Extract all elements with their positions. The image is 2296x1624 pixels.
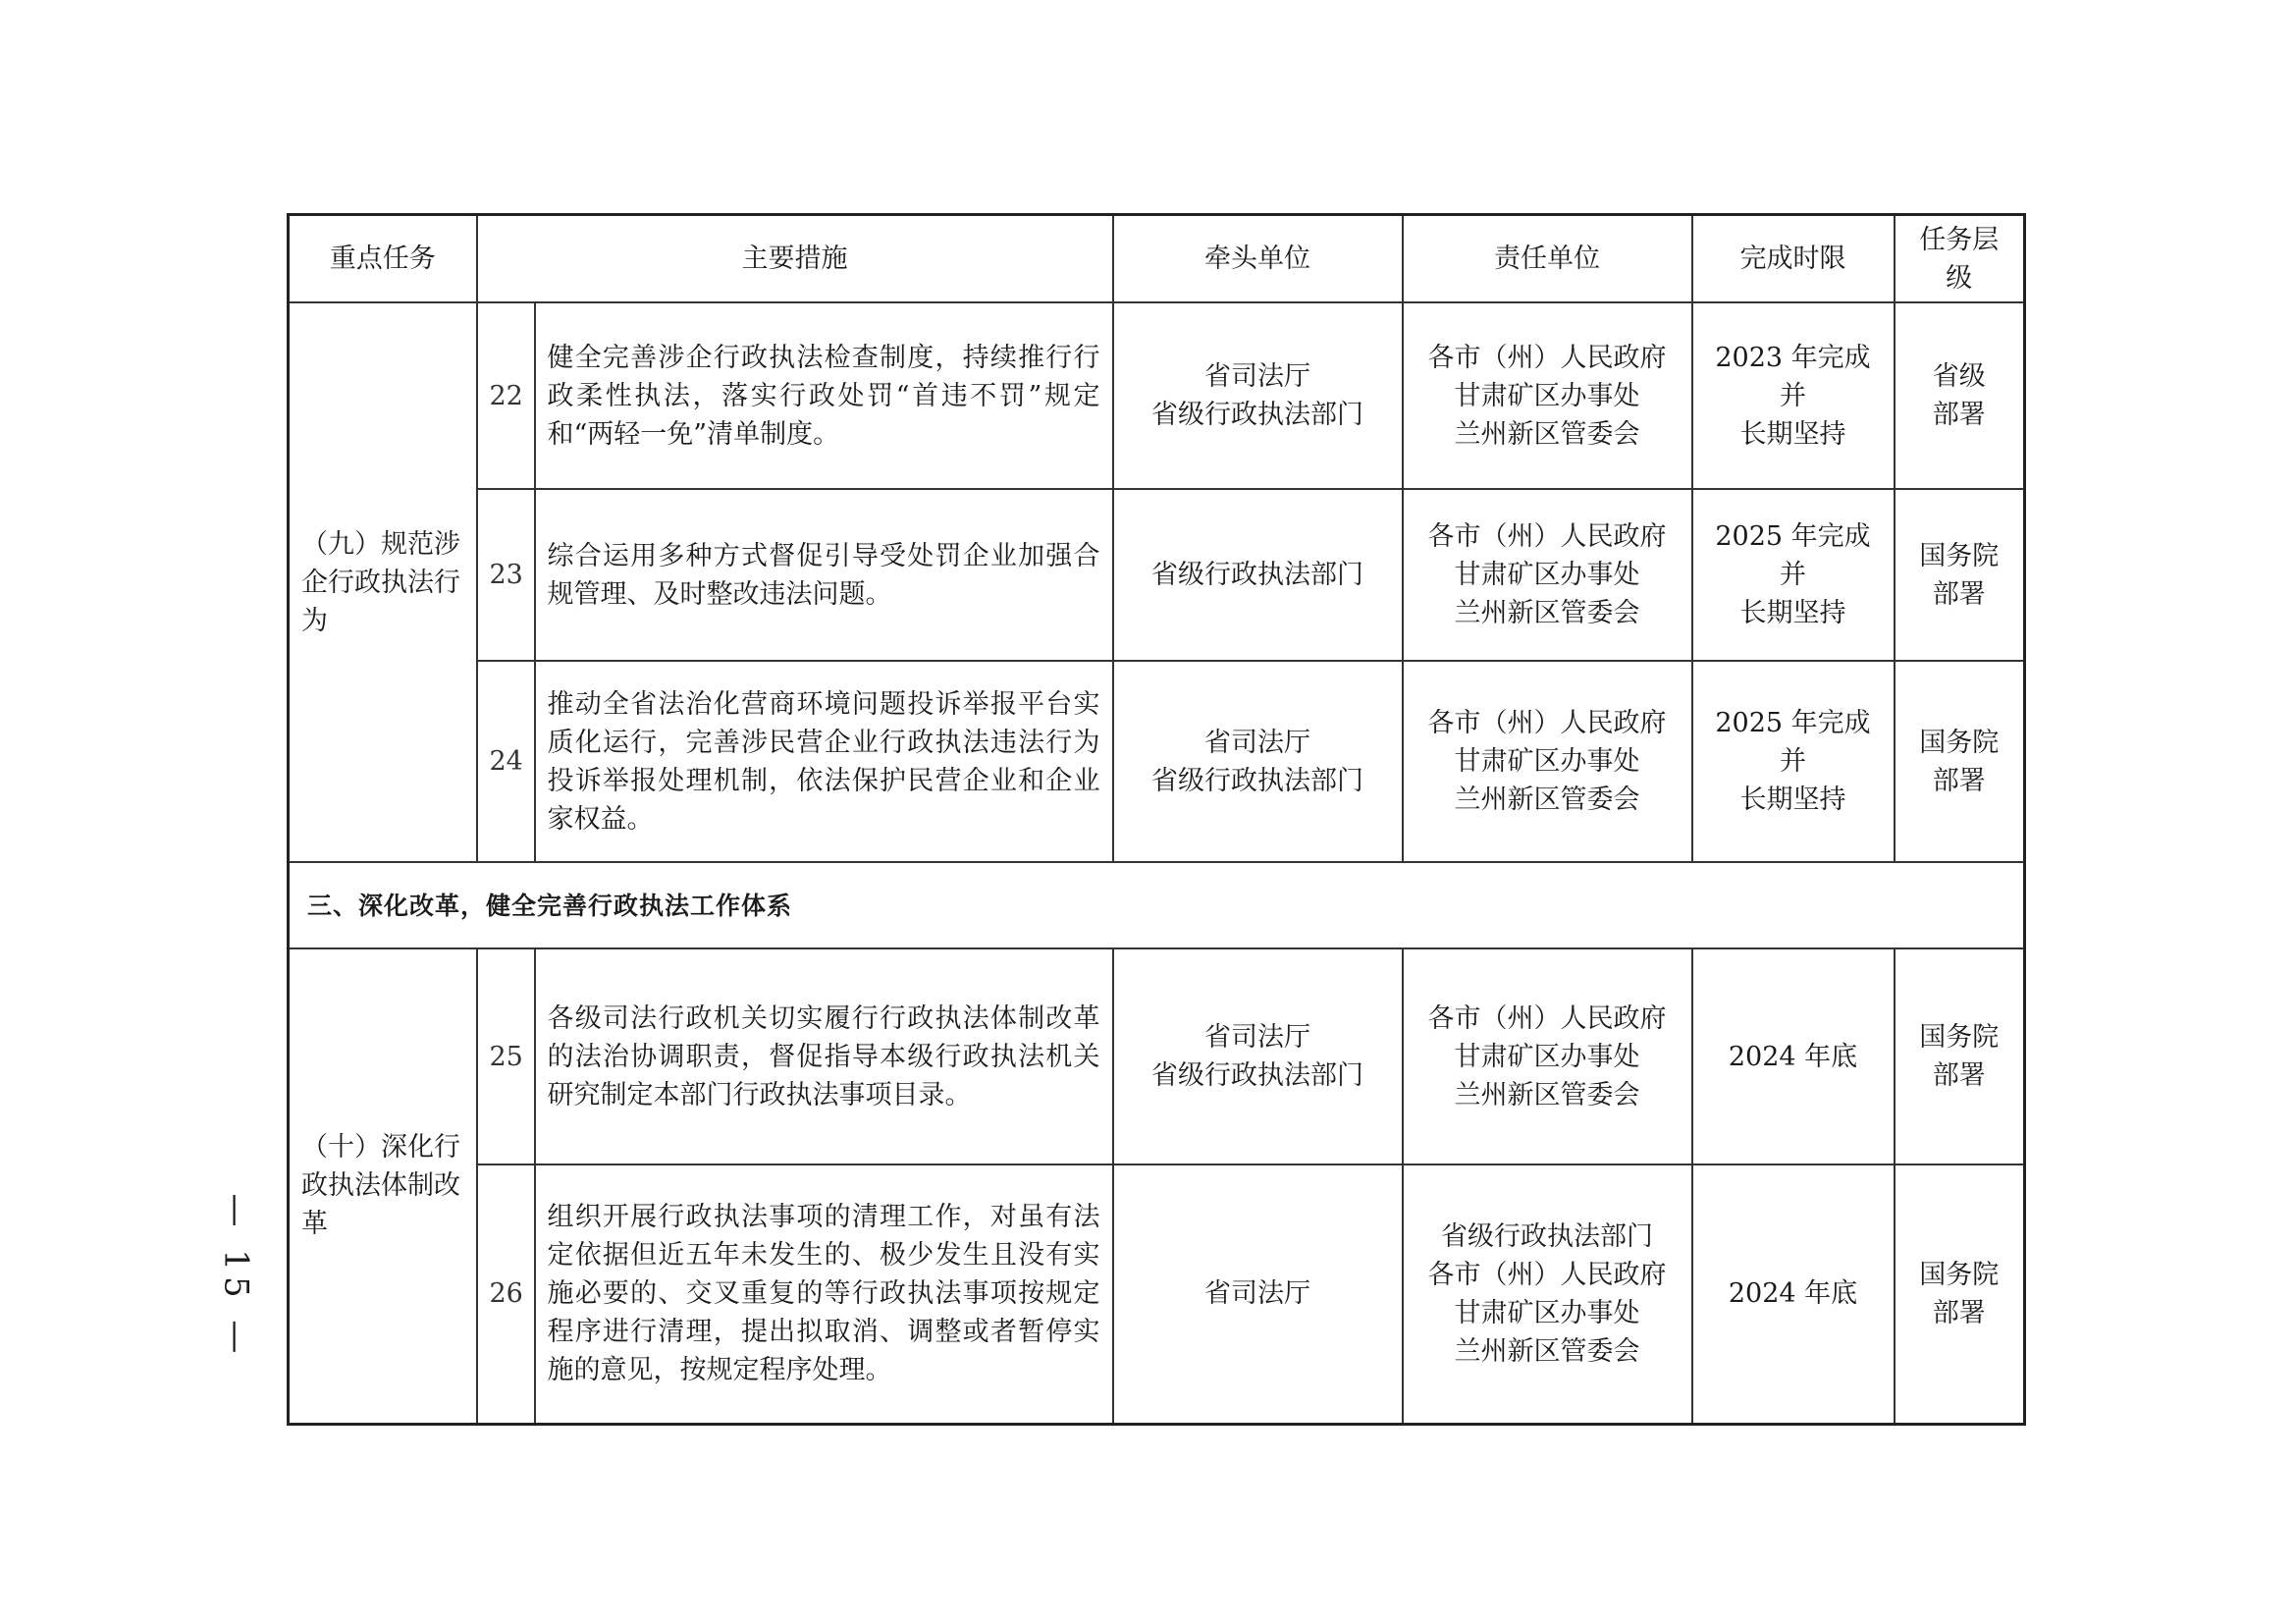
responsible-line: 甘肃矿区办事处 <box>1454 380 1640 411</box>
level-cell <box>1895 661 2025 862</box>
section-row <box>289 862 2025 948</box>
deadline-cell <box>1692 661 1895 862</box>
lead-cell <box>1113 948 1403 1164</box>
deadline-line: 2024 年底 <box>1728 1041 1858 1072</box>
level-cell <box>1895 948 2025 1164</box>
page-number-text: — 15 — <box>216 1193 256 1360</box>
responsible-line: 甘肃矿区办事处 <box>1454 746 1640 777</box>
table-row <box>289 302 2025 489</box>
row-number: 26 <box>477 1164 535 1424</box>
table-row <box>289 948 2025 1164</box>
level-line: 部署 <box>1932 578 1986 610</box>
measure-cell: 健全完善涉企行政执法检查制度，持续推行行政柔性执法，落实行政处罚“首违不罚”规定和“两轻一免”清单制度。 <box>535 302 1113 489</box>
responsible-line: 各市（州）人民政府 <box>1427 342 1667 373</box>
responsible-line: 甘肃矿区办事处 <box>1454 1297 1640 1328</box>
deadline-line: 2023 年完成并 <box>1715 342 1871 411</box>
deadline-line: 2025 年完成并 <box>1715 521 1871 590</box>
deadline-line: 2025 年完成并 <box>1715 708 1871 777</box>
section-title: 三、深化改革，健全完善行政执法工作体系 <box>289 862 2025 948</box>
level-line: 国务院 <box>1919 1022 2000 1053</box>
deadline-line: 2024 年底 <box>1728 1278 1858 1310</box>
page-number <box>206 1178 265 1375</box>
lead-line: 省级行政执法部门 <box>1151 1060 1363 1091</box>
responsible-line: 各市（州）人民政府 <box>1427 1002 1667 1034</box>
responsible-line: 省级行政执法部门 <box>1441 1220 1653 1252</box>
responsible-cell <box>1403 661 1692 862</box>
deadline-line: 长期坚持 <box>1739 785 1846 815</box>
header-lead: 牵头单位 <box>1113 215 1403 303</box>
row-number: 22 <box>477 302 535 489</box>
level-cell <box>1895 1164 2025 1424</box>
table-row <box>289 489 2025 661</box>
header-deadline: 完成时限 <box>1692 215 1895 303</box>
lead-line: 省司法厅 <box>1204 1022 1310 1053</box>
measure-cell: 组织开展行政执法事项的清理工作，对虽有法定依据但近五年未发生的、极少发生且没有实施必要的、交叉重复的等行政执法事项按规定程序进行清理，提出拟取消、调整或者暂停实施的意见，按规定程序处理。 <box>535 1164 1113 1424</box>
responsible-line: 各市（州）人民政府 <box>1427 1259 1667 1290</box>
deadline-cell <box>1692 489 1895 661</box>
responsible-cell <box>1403 1164 1692 1424</box>
measure-cell: 综合运用多种方式督促引导受处罚企业加强合规管理、及时整改违法问题。 <box>535 489 1113 661</box>
lead-line: 省级行政执法部门 <box>1151 560 1363 590</box>
header-task: 重点任务 <box>289 215 477 303</box>
lead-cell <box>1113 489 1403 661</box>
task-cell: （十）深化行政执法体制改革 <box>289 948 477 1424</box>
responsible-cell <box>1403 489 1692 661</box>
lead-cell <box>1113 302 1403 489</box>
row-number: 23 <box>477 489 535 661</box>
measure-cell: 各级司法行政机关切实履行行政执法体制改革的法治协调职责，督促指导本级行政执法机关研究制定本部门行政执法事项目录。 <box>535 948 1113 1164</box>
deadline-cell <box>1692 302 1895 489</box>
responsible-line: 各市（州）人民政府 <box>1427 708 1667 738</box>
row-number: 25 <box>477 948 535 1164</box>
task-cell: （九）规范涉企行政执法行为 <box>289 302 477 862</box>
level-line: 省级 <box>1932 361 1986 392</box>
lead-line: 省司法厅 <box>1204 361 1310 392</box>
level-cell <box>1895 302 2025 489</box>
deadline-line: 长期坚持 <box>1739 598 1846 628</box>
responsible-line: 甘肃矿区办事处 <box>1454 560 1640 590</box>
header-measure: 主要措施 <box>477 215 1113 303</box>
table-row <box>289 1164 2025 1424</box>
deadline-cell <box>1692 1164 1895 1424</box>
task-table <box>287 213 2026 1426</box>
table-row <box>289 661 2025 862</box>
responsible-line: 甘肃矿区办事处 <box>1454 1041 1640 1072</box>
level-line: 国务院 <box>1919 540 2000 571</box>
measure-cell: 推动全省法治化营商环境问题投诉举报平台实质化运行，完善涉民营企业行政执法违法行为投诉举报处理机制，依法保护民营企业和企业家权益。 <box>535 661 1113 862</box>
responsible-line: 兰州新区管委会 <box>1454 418 1640 450</box>
responsible-line: 兰州新区管委会 <box>1454 785 1640 815</box>
header-responsible: 责任单位 <box>1403 215 1692 303</box>
level-line: 部署 <box>1932 1060 1986 1091</box>
responsible-cell <box>1403 302 1692 489</box>
level-line: 国务院 <box>1919 1259 2000 1290</box>
lead-line: 省司法厅 <box>1204 727 1310 758</box>
header-row <box>289 215 2025 303</box>
lead-cell <box>1113 661 1403 862</box>
level-line: 部署 <box>1932 400 1986 430</box>
responsible-line: 兰州新区管委会 <box>1454 1335 1640 1367</box>
deadline-line: 长期坚持 <box>1739 418 1846 450</box>
lead-line: 省级行政执法部门 <box>1151 765 1363 796</box>
header-level: 任务层级 <box>1895 215 2025 303</box>
responsible-line: 兰州新区管委会 <box>1454 1079 1640 1110</box>
lead-line: 省级行政执法部门 <box>1151 400 1363 430</box>
responsible-cell <box>1403 948 1692 1164</box>
level-cell <box>1895 489 2025 661</box>
deadline-cell <box>1692 948 1895 1164</box>
level-line: 部署 <box>1932 765 1986 796</box>
level-line: 国务院 <box>1919 727 2000 758</box>
lead-cell <box>1113 1164 1403 1424</box>
responsible-line: 各市（州）人民政府 <box>1427 521 1667 552</box>
level-line: 部署 <box>1932 1297 1986 1328</box>
lead-line: 省司法厅 <box>1204 1278 1310 1310</box>
responsible-line: 兰州新区管委会 <box>1454 598 1640 628</box>
row-number: 24 <box>477 661 535 862</box>
